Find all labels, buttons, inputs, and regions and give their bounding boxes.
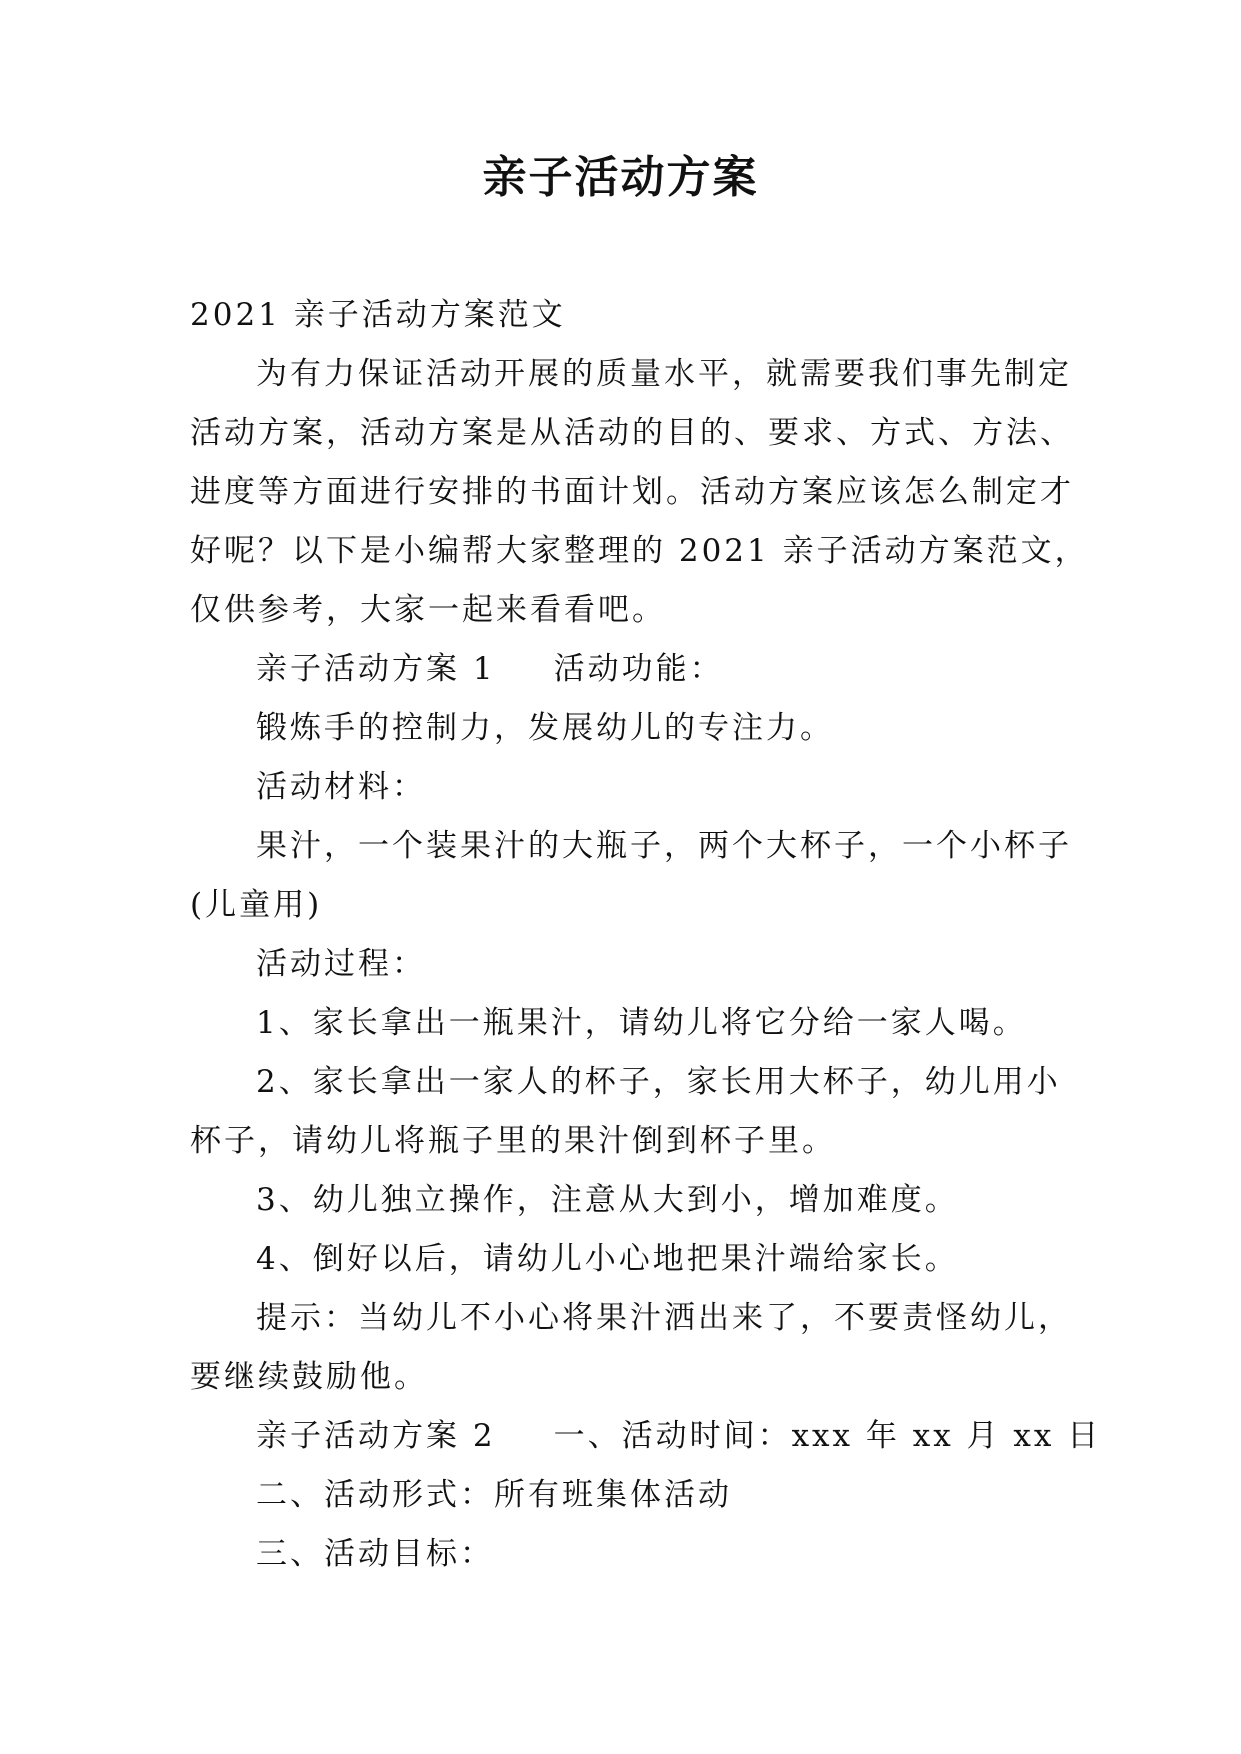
paragraph-line: 活动过程： [256,946,426,982]
paragraph-line: 2、家长拿出一家人的杯子，家长用大杯子，幼儿用小 [256,1064,1061,1100]
section-subheading: 活动功能： [553,651,724,687]
paragraph-line: 锻炼手的控制力，发展幼儿的专注力。 [256,710,834,746]
paragraph-line: 为有力保证活动开展的质量水平，就需要我们事先制定 [256,356,1072,392]
document-title: 亲子活动方案 [482,152,759,203]
paragraph-line: 三、活动目标： [256,1536,494,1572]
paragraph-line: 果汁，一个装果汁的大瓶子，两个大杯子，一个小杯子 [256,828,1072,864]
paragraph-line: 3、幼儿独立操作，注意从大到小，增加难度。 [256,1182,959,1218]
section-heading: 亲子活动方案 2 [256,1418,496,1454]
document-body [190,286,1102,1584]
paragraph-line: (儿童用) [190,887,323,923]
section-line [190,1407,1102,1466]
paragraph-line: 活动材料： [256,769,426,805]
paragraph-line: 要继续鼓励他。 [190,1359,428,1395]
section-subheading: 一、活动时间：xxx 年 xx 月 xx 日 [553,1418,1102,1454]
paragraph-line: 仅供参考，大家一起来看看吧。 [190,592,666,628]
paragraph-line: 提示：当幼儿不小心将果汁洒出来了，不要责怪幼儿， [256,1300,1072,1336]
line-heading: 2021 亲子活动方案范文 [190,297,566,333]
paragraph-line: 进度等方面进行安排的书面计划。活动方案应该怎么制定才 [190,474,1074,510]
paragraph-line: 好呢？以下是小编帮大家整理的 2021 亲子活动方案范文， [190,533,1089,569]
section-heading: 亲子活动方案 1 [256,651,496,687]
paragraph-line: 4、倒好以后，请幼儿小心地把果汁端给家长。 [256,1241,959,1277]
paragraph-line: 1、家长拿出一瓶果汁，请幼儿将它分给一家人喝。 [256,1005,1027,1041]
paragraph-line: 杯子，请幼儿将瓶子里的果汁倒到杯子里。 [190,1123,836,1159]
section-line [190,640,1070,699]
paragraph-line: 二、活动形式：所有班集体活动 [256,1477,732,1513]
paragraph-line: 活动方案，活动方案是从活动的目的、要求、方式、方法、 [190,415,1074,451]
